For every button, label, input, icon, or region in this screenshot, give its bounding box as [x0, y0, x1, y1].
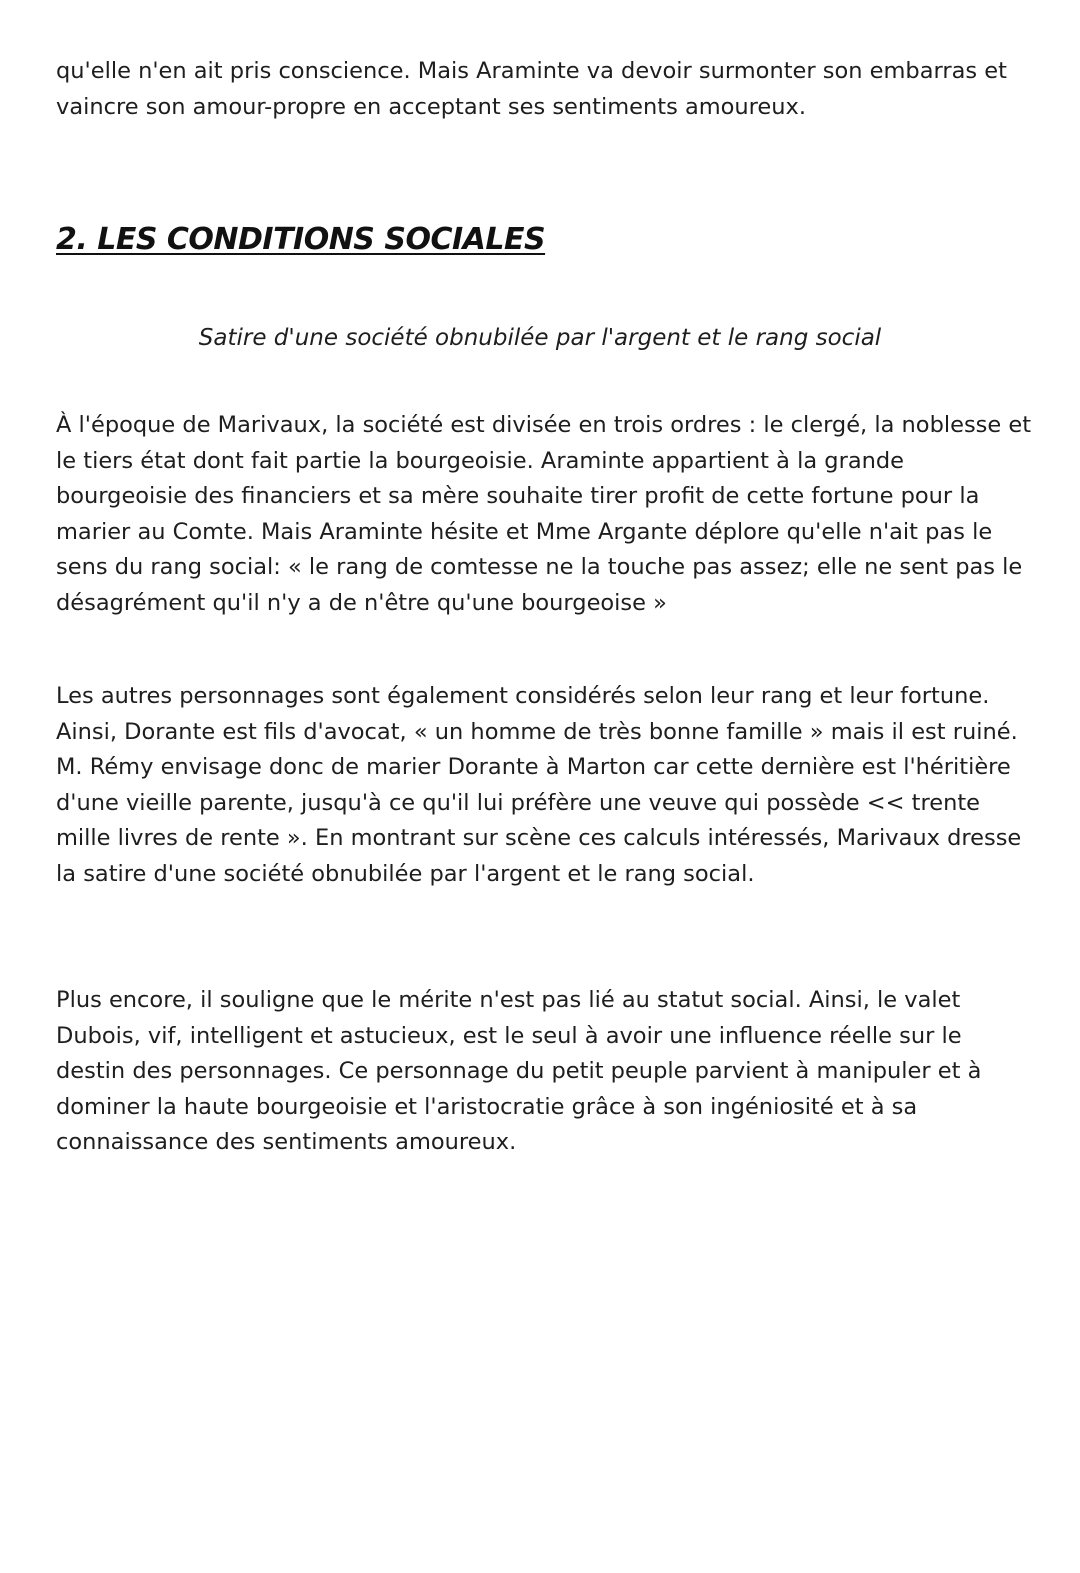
- paragraph-merit: Plus encore, il souligne que le mérite n'est pas lié au statut social. Ainsi, le valet Dubois, vif, intelligent et astucieux, est le seul à avoir une influence réelle sur le destin des personnages. Ce personnage du petit peuple parvient à manipuler et à dominer la haute bourgeoisie et l'aristocratie grâce à son ingéniosité et à sa connaissance des sentiments amoureux.: [56, 987, 982, 1155]
- section-heading: 2. LES CONDITIONS SOCIALES: [56, 222, 546, 257]
- intro-paragraph: qu'elle n'en ait pris conscience. Mais Araminte va devoir surmonter son embarras et vaincre son amour-propre en acceptant ses sentiments amoureux.: [56, 58, 1007, 120]
- section-subtitle: Satire d'une société obnubilée par l'argent et le rang social: [198, 325, 882, 351]
- paragraph-rank-fortune: Les autres personnages sont également considérés selon leur rang et leur fortune. Ainsi, Dorante est fils d'avocat, « un homme de très bonne famille » mais il est ruiné. M. Rémy envisage donc de marier Dorante à Marton car cette dernière est l'héritière d'une vieille parente, jusqu'à ce qu'il lui préfère une veuve qui possède << trente mille livres de rente ». En montrant sur scène ces calculs intéressés, Marivaux dresse la satire d'une société obnubilée par l'argent et le rang social.: [56, 683, 1022, 887]
- paragraph-social-orders: À l'époque de Marivaux, la société est divisée en trois ordres : le clergé, la noblesse et le tiers état dont fait partie la bourgeoisie. Araminte appartient à la grande bourgeoisie des financiers et sa mère souhaite tirer profit de cette fortune pour la marier au Comte. Mais Araminte hésite et Mme Argante déplore qu'elle n'ait pas le sens du rang social: « le rang de comtesse ne la touche pas assez; elle ne sent pas le désagrément qu'il n'y a de n'être qu'une bourgeoise »: [56, 412, 1032, 616]
